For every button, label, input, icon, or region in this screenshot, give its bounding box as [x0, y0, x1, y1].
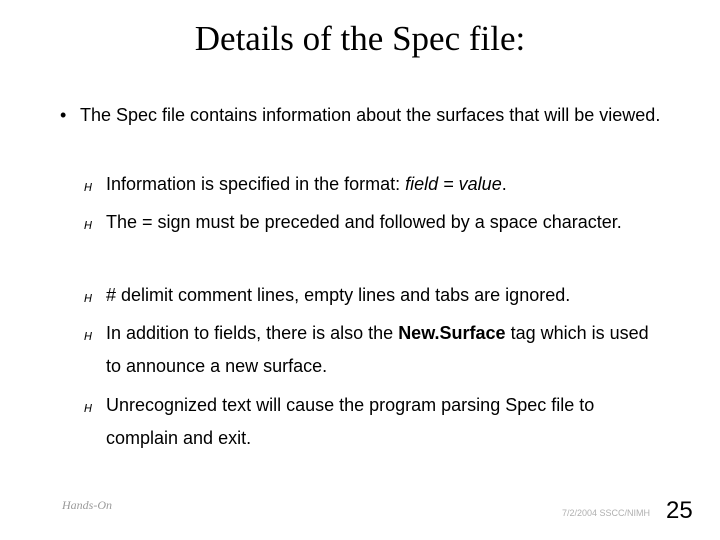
footer-date: 7/2/2004 SSCC/NIMH	[562, 508, 651, 518]
sub-bullet-text-part: Information is specified in the format:	[106, 174, 406, 194]
sub-bullet-marker-icon: H	[84, 181, 93, 194]
sub-bullet-text	[106, 317, 666, 383]
new-surface-tag: New.Surface	[398, 323, 506, 343]
sub-bullet-text-part: In addition to fields, there is also the	[106, 323, 399, 343]
sub-bullet-3	[84, 279, 674, 312]
footer-hands-on: Hands-On	[62, 498, 112, 512]
main-bullet	[60, 98, 680, 132]
sub-bullet-marker-icon: H	[84, 292, 93, 305]
main-bullet-text: The Spec file contains information about the surfaces that will be viewed.	[80, 105, 661, 125]
sub-bullet-5	[84, 389, 674, 455]
sub-bullet-marker-icon: H	[84, 219, 93, 232]
sub-bullet-text: # delimit comment lines, empty lines and tabs are ignored.	[106, 285, 571, 305]
slide-title: Details of the Spec file:	[194, 19, 526, 58]
sub-bullet-4	[84, 317, 674, 383]
sub-bullet-1	[84, 168, 674, 201]
sub-bullet-marker-icon: H	[84, 402, 93, 415]
format-emphasis: field = value	[405, 174, 502, 194]
sub-bullet-marker-icon: H	[84, 330, 93, 343]
sub-bullet-text-part: .	[501, 174, 507, 194]
page-number: 25	[666, 497, 693, 524]
sub-bullet-2	[84, 206, 674, 239]
sub-bullet-text: Unrecognized text will cause the program parsing Spec file to complain and exit.	[106, 395, 595, 448]
bullet-dot-icon: •	[60, 105, 67, 125]
sub-bullet-text	[106, 168, 666, 201]
sub-bullet-text: The = sign must be preceded and followed by a space character.	[106, 212, 622, 232]
sub-bullet-text-part: tag which is used to announce a new surface.	[106, 323, 649, 376]
